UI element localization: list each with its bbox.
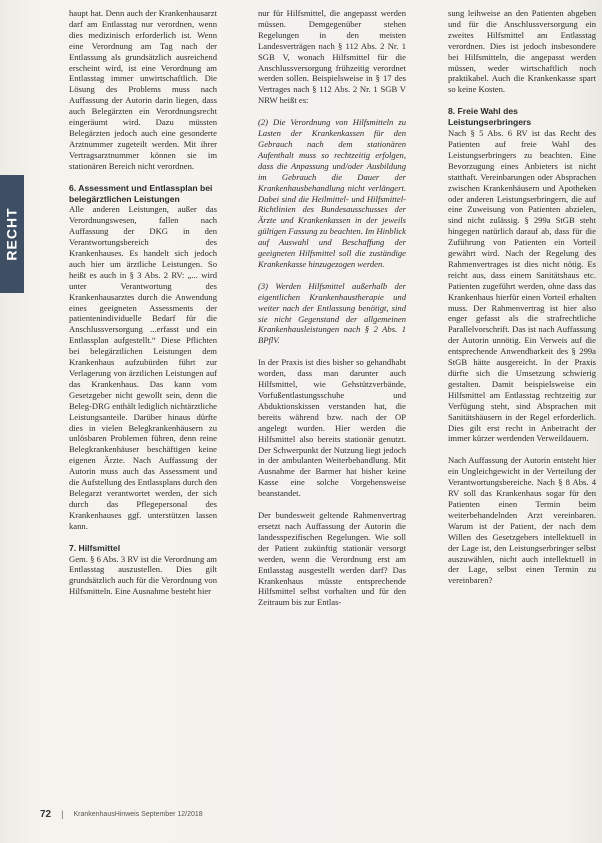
section-tab-label: RECHT [4,207,21,261]
magazine-name: KrankenhausHinweis September 12/2018 [73,810,203,818]
quoted-paragraph: (2) Die Verordnung von Hilfsmitteln zu Lasten der Krankenkassen für den Gebrauch nach dem stationären Aufenthalt muss so rechtzeitig erfolgen, dass die Anpassung und/oder Ausbildung im Gebrauch die Dauer der Krankenhausbehandlung nicht verlängert. Dabei sind die Heilmittel- und Hilfsmittel-Richtlinien des Bundesausschusses der Ärzte und Krankenkassen in der jeweils gültigen Fassung zu beachten. Im Hinblick auf Auswahl und Beschaffung der geeigneten Hilfsmittel soll die zuständige Krankenkasse hinzugezogen werden. [258,117,406,269]
paragraph: Nach § 5 Abs. 6 RV ist das Recht des Patienten auf freie Wahl des Leistungserbringers zu beachten. Eine Bevorzugung eines Anbieters ist nicht statthaft. Vereinbarungen oder Absprachen zwischen Krankenhäusern und Apotheken oder anderen Leistungserbringern, die auf eine Zuweisung von Patienten abzielen, sind nicht zulässig. § 299a StGB steht hingegen natürlich darauf ab, dass für die Zuführung von Patienten ein Vorteil gewährt wird. Nach der Regelung des Rahmenvertrages ist dies nicht nötig. Es reicht aus, dass einem Sanitätshaus etc. Patienten zugeführt werden, ohne dass das Krankenhaus hierfür einen Vorteil erhalten muss. Der Rahmenvertrag ist hier also enger gefasst als die strafrechtliche Parallelvorschrift. Das ist nach Auffassung der Autorin unnötig. Ein Verweis auf die entsprechende Anwendbarkeit des § 299a StGB hätte ausgereicht. In der Praxis dürfte sich die Umsetzung schwierig gestalten. Damit beispielsweise ein Hilfsmittel am Entlasstag rechtzeitig zur Verfügung steht, sind Absprachen mit Sanitätshäusern in der Regel erforderlich. Dies gilt erst recht in Anbetracht der immer kürzer werdenden Verweildauern. [448,128,596,444]
paragraph: Nach Auffassung der Autorin entsteht hier ein Ungleichgewicht in der Verteilung der Verantwortungsbereiche. Nach § 8 Abs. 4 RV soll das Krankenhaus sogar für den Patienten einen Termin beim weiterbehandelnden Arzt vereinbaren. Warum ist der Patient, der nach dem Willen des Gesetzgebers intellektuell in der Lage ist, den Leistungserbringer selbst auszuwählen, nicht auch intellektuell in der Lage, selbst einen Termin zu vereinbaren? [448,455,596,586]
paragraph: In der Praxis ist dies bisher so gehandhabt worden, dass man darunter auch Hilfsmittel, wie Gehstützverbände, Vorfußentlastungsschuhe und Abduktionskissen verstanden hat, die bereits während bzw. nach der OP angelegt wurden. Hier werden die Hilfsmittel also bereits stationär genutzt. Der Schwerpunkt der Nutzung liegt jedoch in der ambulanten Weiterbehandlung. Mit Ausnahme der Barmer hat bisher keine Kasse eine solche Vorgehensweise beanstandet. [258,357,406,499]
section-heading: 7. Hilfsmittel [69,542,121,553]
text-column-2 [258,8,406,768]
page-number: 72 [40,808,52,820]
footer-separator: | [61,809,64,819]
paragraph: nur für Hilfsmittel, die angepasst werden müssen. Demgegenüber stehen Regelungen in den meisten Landesverträgen nach § 112 Abs. 2 Nr. 1 SGB V, wonach Hilfsmittel für die Anschlussversorgung frühzeitig verordnet werden sollen. Beispielsweise in § 17 des Vertrages nach § 112 Abs. 2 Nr. 1 SGB V NRW heißt es: [258,8,406,106]
paragraph: sung leihweise an den Patienten abgeben und für die Anschlussversorgung ein zweites Hilfsmittel am Entlasstag verordnen. Dies ist jedoch insbesondere bei Hilfsmitteln, die angepasst werden müssen, weder wirtschaftlich noch praktikabel. Auch die Krankenkasse spart so keine Kosten. [448,8,596,95]
section-heading: 6. Assessment und Entlassplan bei belegärztlichen Leistungen [69,182,213,204]
quoted-paragraph: (3) Werden Hilfsmittel außerhalb der eigentlichen Krankenhaustherapie und weiter nach der Entlassung benötigt, sind sie nicht Gegenstand der allgemeinen Krankenhausleistungen nach § 2 Abs. 1 BPflV. [258,280,406,346]
paragraph: haupt hat. Denn auch der Krankenhausarzt darf am Entlasstag nur verordnen, wenn dies medizinisch erforderlich ist. Wenn eine Verordnung am Tag nach der Entlassung als grundsätzlich ausreichend erscheint wird, ist eine Verordnung am Entlasstag immer unwirtschaftlich. Die Lösung des Problems muss nach Auffassung der Autorin darin liegen, dass auch Belegärzten ein Verordnungsrecht eingeräumt wird. Dazu müssten Belegärzten jedoch auch eine gesonderte Arztnummer zugeteilt werden. Mit ihrer Vertragsarztnummer können sie im stationären Bereich nicht verordnen. [69,8,217,171]
paragraph: Gem. § 6 Abs. 3 RV ist die Verordnung am Entlasstag auszustellen. Dies gilt grundsätzlich auch für die Verordnung von Hilfsmitteln. Eine Ausnahme besteht hier [69,553,217,597]
text-column-3 [448,8,596,586]
section-heading: 8. Freie Wahl des Leistungserbringers [448,106,532,128]
page-footer [40,806,580,822]
paragraph: Alle anderen Leistungen, außer das Verordnungswesen, fallen nach Auffassung der DKG in den Verantwortungsbereich des Krankenhauses. Es handelt sich jedoch auch hier um ärztliche Leistungen. So heißt es auch in § 3 Abs. 2 RV: „... wird unter Verantwortung des Krankenhausarztes durch die Anwendung eines geeigneten Assessments der patientenindividuelle Bedarf für die Anschlussversorgung ...erfasst und ein Entlassplan aufgestellt.“ Diese Pflichten bei belegärztlichen Leistungen dem Krankenhaus aufzubürden führt zur Verlagerung von ärztlichen Leistungen auf das Krankenhaus. Das kann vom Gesetzgeber nicht gewollt sein, denn die Beleg-DRG enthält lediglich nichtärztliche Leistungsanteile. Darüber hinaus dürfte dies in vielen Belegkrankenhäusern zu unlösbaren Problemen führen, denn reine Belegkrankenhäuser beschäftigen keine eigenen Ärzte. Nach Auffassung der Autorin muss auch das Assessment und die Aufstellung des Entlassplans durch den Belegarzt verantwortet werden, der sich durch das Pflegepersonal des Krankenhauses ggf. unterstützen lassen kann. [69,204,217,531]
text-column-1 [69,8,217,798]
paragraph: Der bundesweit geltende Rahmenvertrag ersetzt nach Auffassung der Autorin die landesspezifischen Regelungen. Wie soll der Patient zukünftig stationär versorgt werden, wenn die Verordnung erst am Entlasstag ausgestellt werden darf? Das Krankenhaus müsste entsprechende Hilfsmittel selbst vorhalten und für den Zeitraum bis zur Entlas- [258,510,406,608]
section-tab [0,175,24,293]
